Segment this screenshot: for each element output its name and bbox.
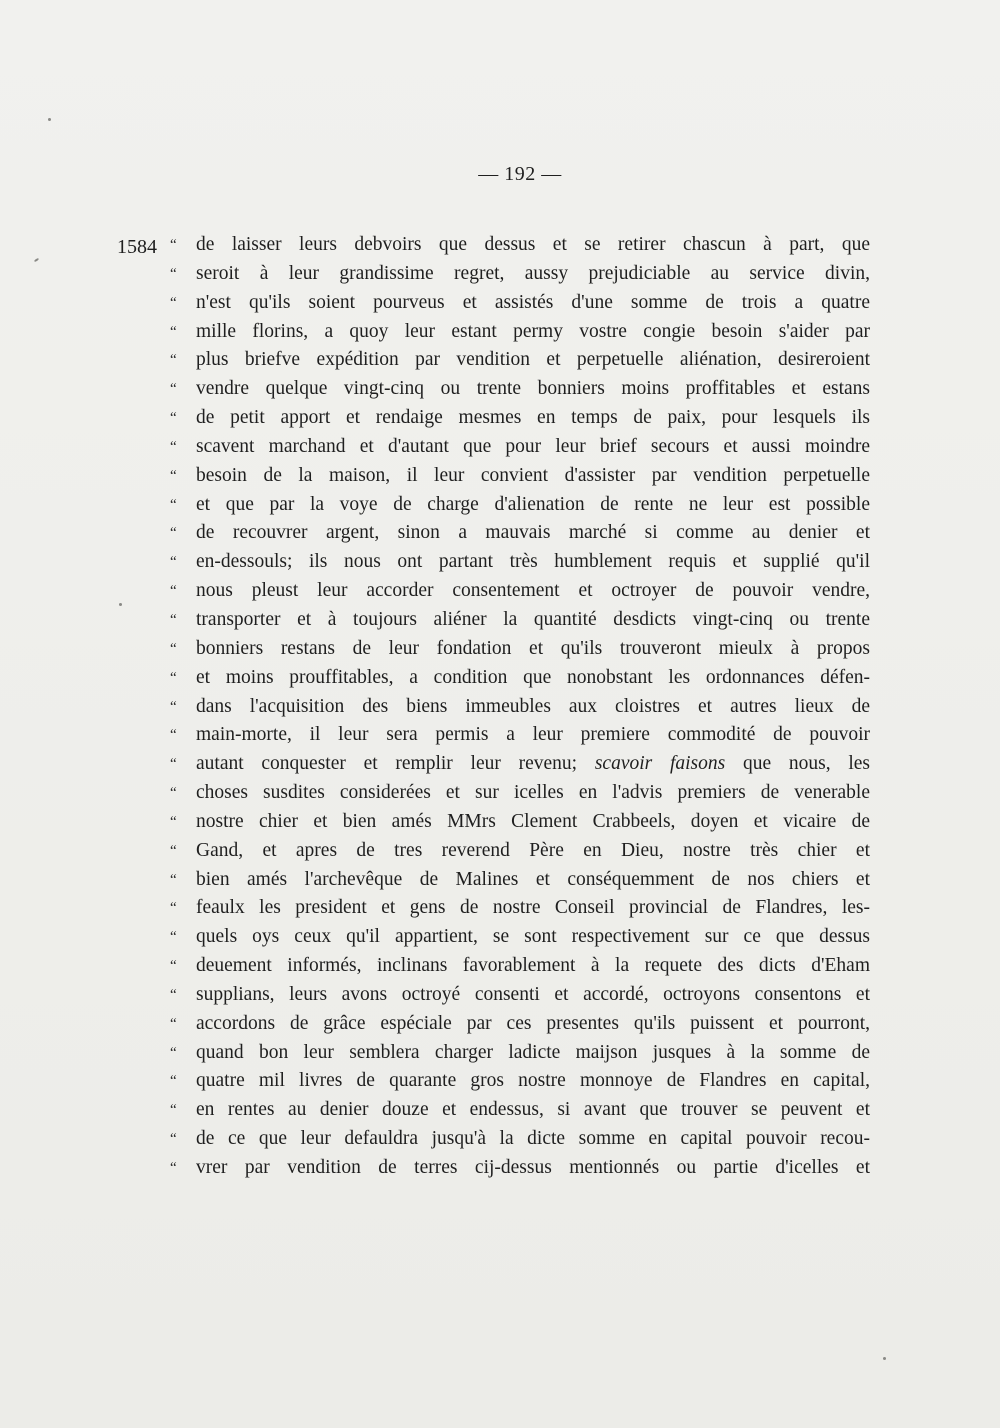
text-line [170,289,870,318]
quote-mark: “ [170,381,177,398]
line-text: vrer par vendition de terres cij-dessus mentionnés ou partie d'icelles et [196,1157,870,1178]
italic-phrase: scavoir faisons [594,753,726,775]
quote-mark: “ [170,410,177,427]
text-line [170,693,870,722]
quote-mark: “ [170,525,177,542]
document-body [170,231,870,1183]
text-line [170,1154,870,1183]
line-text: de recouvrer argent, sinon a mauvais marché si comme au denier et [196,522,870,544]
page-number: — 192 — [478,163,562,185]
line-text: mille florins, a quoy leur estant permy vostre congie besoin s'aider par [196,320,870,342]
quote-mark: “ [170,842,177,859]
text-line [170,635,870,664]
line-text: bien amés l'archevêque de Malines et conséquemment de nos chiers et [196,868,870,890]
line-text: en-dessouls; ils nous ont partant très humblement requis et supplié qu'il [196,551,870,573]
quote-mark: “ [170,785,177,802]
quote-mark: “ [170,900,177,917]
text-line [170,866,870,895]
text-line [170,894,870,923]
quote-mark: “ [170,438,177,455]
quote-mark: “ [170,1015,177,1032]
text-line [170,519,870,548]
quote-mark: “ [170,698,177,715]
text-line [170,1067,870,1096]
line-text: dans l'acquisition des biens immeubles aux cloistres et autres lieux de [196,695,870,717]
line-text: de ce que leur defauldra jusqu'à la dicte somme en capital pouvoir recou- [196,1128,870,1150]
text-line [170,664,870,693]
quote-mark: “ [170,1073,177,1090]
quote-mark: “ [170,669,177,686]
quote-mark: “ [170,929,177,946]
text-line [170,808,870,837]
line-text: et que par la voye de charge d'alienation de rente ne leur est possible [196,493,870,515]
paper-speck [34,258,39,263]
line-text: supplians, leurs avons octroyé consenti et accordé, octroyons consentons et [196,983,870,1005]
line-text: de petit apport et rendaige mesmes en temps de paix, pour lesquels ils [196,407,870,429]
text-line [170,952,870,981]
quote-mark: “ [170,467,177,484]
text-line [170,433,870,462]
text-line [170,491,870,520]
line-text: nous pleust leur accorder consentement et octroyer de pouvoir vendre, [196,580,870,602]
quote-mark: “ [170,583,177,600]
text-line [170,750,870,779]
quote-mark: “ [170,1044,177,1061]
line-text: quatre mil livres de quarante gros nostre monnoye de Flandres en capital, [196,1070,870,1092]
text-line [170,577,870,606]
quote-mark: “ [170,265,177,282]
text-line [170,1125,870,1154]
line-text: quand bon leur semblera charger ladicte maijson jusques à la somme de [196,1041,870,1063]
quote-mark: “ [170,611,177,628]
line-text: main-morte, il leur sera permis a leur premiere commodité de pouvoir [196,724,870,746]
text-line [170,721,870,750]
text-line [170,462,870,491]
text-line [170,318,870,347]
quote-mark: “ [170,496,177,513]
text-line [170,923,870,952]
quote-mark: “ [170,1160,177,1176]
quote-mark: “ [170,727,177,744]
line-text: scavent marchand et d'autant que pour leur brief secours et aussi moindre [196,435,870,457]
line-text: feaulx les president et gens de nostre Conseil provincial de Flandres, les- [196,897,870,919]
text-line [170,1039,870,1068]
line-text-end: que nous, les [743,753,871,775]
margin-year: 1584 [117,236,157,258]
text-line [170,606,870,635]
text-line [170,981,870,1010]
line-text: choses susdites considerées et sur icelles en l'advis premiers de venerable [196,782,870,804]
line-text: transporter et à toujours aliéner la quantité desdicts vingt-cinq ou trente [196,608,870,630]
quote-mark: “ [170,813,177,830]
quote-mark: “ [170,294,177,311]
line-text: Gand, et apres de tres reverend Père en Dieu, nostre très chier et [196,839,870,861]
line-text: n'est qu'ils soient pourveus et assistés d'une somme de trois a quatre [196,291,870,313]
text-line [170,548,870,577]
line-text: de laisser leurs debvoirs que dessus et se retirer chascun à part, que [196,234,870,255]
text-line [170,375,870,404]
paper-speck [883,1357,886,1360]
text-line [170,346,870,375]
text-line [170,1010,870,1039]
text-line [170,779,870,808]
line-text: et moins prouffitables, a condition que nonobstant les ordonnances défen- [196,666,870,688]
line-text-start: autant conquester et remplir leur revenu; [196,753,578,775]
quote-mark: “ [170,554,177,571]
quote-mark: “ [170,352,177,369]
line-text: plus briefve expédition par vendition et perpetuelle aliénation, desireroient [196,349,870,371]
text-line [170,260,870,289]
line-text: deuement informés, inclinans favorablement à la requete des dicts d'Eham [196,955,870,977]
line-text: bonniers restans de leur fondation et qu'ils trouveront mieulx à propos [196,637,870,659]
line-text: seroit à leur grandissime regret, aussy prejudiciable au service divin, [196,262,870,284]
line-text: accordons de grâce espéciale par ces presentes qu'ils puissent et pourront, [196,1012,870,1034]
quote-mark: “ [170,323,177,340]
quote-mark: “ [170,1131,177,1148]
quote-mark: “ [170,237,177,253]
quote-mark: “ [170,756,177,773]
quote-mark: “ [170,1102,177,1119]
quote-mark: “ [170,958,177,975]
line-text: nostre chier et bien amés MMrs Clement Crabbeels, doyen et vicaire de [196,810,870,832]
paper-speck [48,118,51,121]
line-text-mixed [196,750,870,779]
quote-mark: “ [170,640,177,657]
line-text: quels oys ceux qu'il appartient, se sont respectivement sur ce que dessus [196,926,870,948]
text-line [170,231,870,260]
quote-mark: “ [170,871,177,888]
text-line [170,404,870,433]
line-text: besoin de la maison, il leur convient d'assister par vendition perpetuelle [196,464,870,486]
line-text: vendre quelque vingt-cinq ou trente bonniers moins proffitables et estans [196,378,870,400]
paper-speck [119,603,122,606]
text-line [170,837,870,866]
quote-mark: “ [170,986,177,1003]
line-text: en rentes au denier douze et endessus, si avant que trouver se peuvent et [196,1099,870,1121]
text-line [170,1096,870,1125]
